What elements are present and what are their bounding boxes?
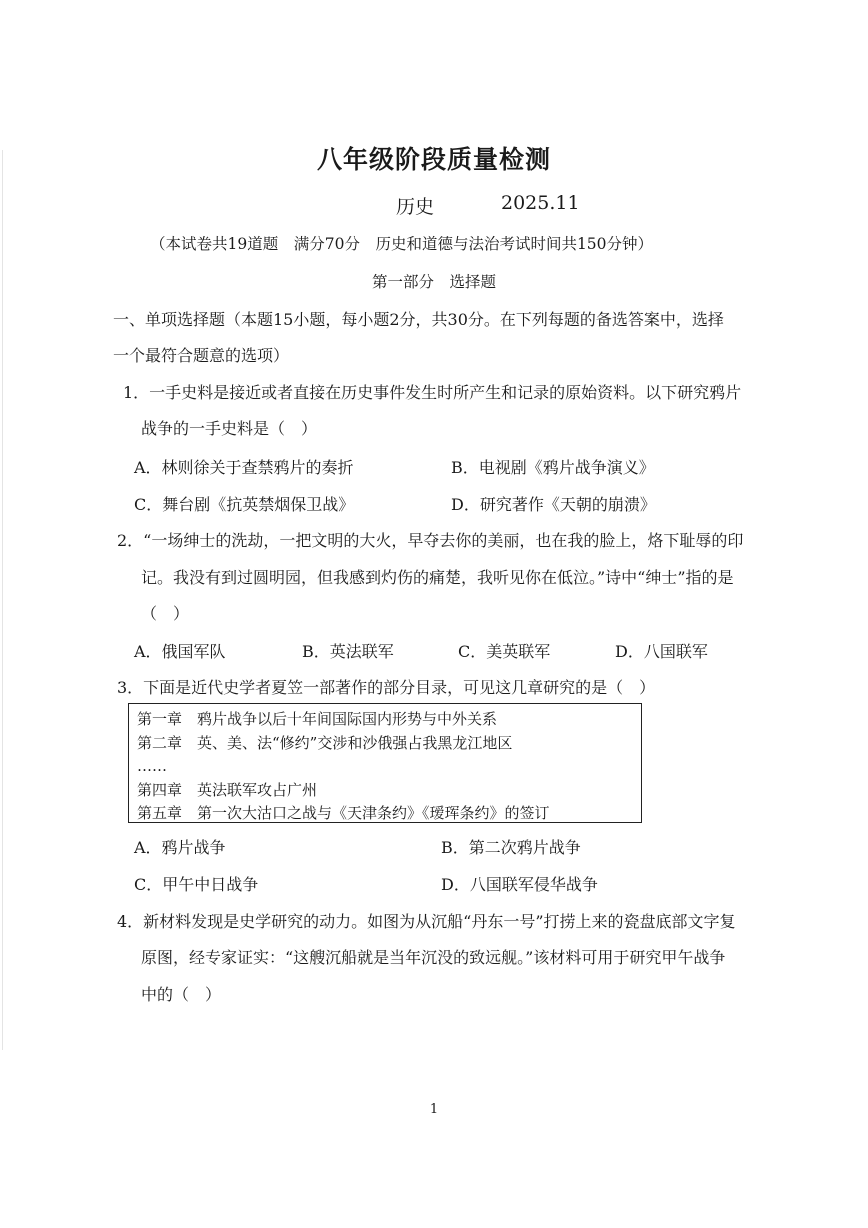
question-3-option-c: C．甲午中日战争 [134, 875, 259, 894]
question-1-line2: 战争的一手史料是（ ） [141, 419, 318, 438]
question-3-option-a: A．鸦片战争 [134, 838, 226, 857]
question-1-option-d: D．研究著作《天朝的崩溃》 [451, 495, 656, 514]
question-2-line2: 记。我没有到过圆明园，但我感到灼伤的痛楚，我听见你在低泣。”诗中“绅士”指的是 [141, 568, 734, 587]
exam-title: 八年级阶段质量检测 [316, 145, 551, 174]
question-2-line1: 2．“一场绅士的洗劫，一把文明的大火，早夺去你的美丽，也在我的脸上，烙下耻辱的印 [117, 531, 744, 550]
question-4-line1: 4．新材料发现是史学研究的动力。如图为从沉船“丹东一号”打捞上来的瓷盘底部文字复 [117, 912, 736, 931]
exam-note: （本试卷共19道题 满分70分 历史和道德与法治考试时间共150分钟） [150, 235, 654, 253]
toc-chapter-5: 第五章 第一次大沽口之战与《天津条约》《瑷珲条约》的签订 [137, 804, 550, 822]
toc-chapter-1: 第一章 鸦片战争以后十年间国际国内形势与中外关系 [137, 710, 498, 728]
page-number: 1 [429, 1102, 439, 1117]
toc-chapter-2: 第二章 英、美、法“修约”交涉和沙俄强占我黑龙江地区 [137, 733, 513, 752]
question-2-option-d: D．八国联军 [615, 642, 708, 661]
question-3-option-d: D．八国联军侵华战争 [441, 875, 598, 894]
question-3-option-b: B．第二次鸦片战争 [441, 838, 581, 857]
question-1-option-c: C．舞台剧《抗英禁烟保卫战》 [134, 495, 355, 514]
question-1-option-b: B．电视剧《鸦片战争演义》 [451, 458, 655, 477]
question-2-option-c: C．美英联军 [458, 642, 551, 661]
question-1-option-a: A．林则徐关于查禁鸦片的奏折 [134, 458, 354, 477]
question-2-option-a: A．俄国军队 [134, 642, 226, 661]
exam-date: 2025.11 [501, 192, 580, 214]
toc-chapter-4: 第四章 英法联军攻占广州 [137, 780, 318, 799]
section-instruction-line2: 一个最符合题意的选项） [113, 346, 290, 365]
part-heading: 第一部分 选择题 [371, 273, 496, 291]
question-4-line2: 原图，经专家证实：“这艘沉船就是当年沉没的致远舰。”该材料可用于研究甲午战争 [141, 948, 726, 967]
question-2-option-b: B．英法联军 [302, 642, 394, 661]
question-3-line1: 3．下面是近代史学者夏笠一部著作的部分目录，可见这几章研究的是（ ） [117, 678, 656, 697]
section-instruction-line1: 一、单项选择题（本题15小题，每小题2分，共30分。在下列每题的备选答案中，选择 [113, 310, 724, 329]
question-1-line1: 1．一手史料是接近或者直接在历史事件发生时所产生和记录的原始资料。以下研究鸦片 [123, 383, 742, 402]
table-of-contents-box [128, 703, 642, 823]
toc-ellipsis: …… [137, 757, 167, 775]
question-4-line3: 中的（ ） [141, 985, 222, 1004]
exam-subject: 历史 [396, 196, 435, 218]
question-2-line3: （ ） [141, 604, 190, 623]
